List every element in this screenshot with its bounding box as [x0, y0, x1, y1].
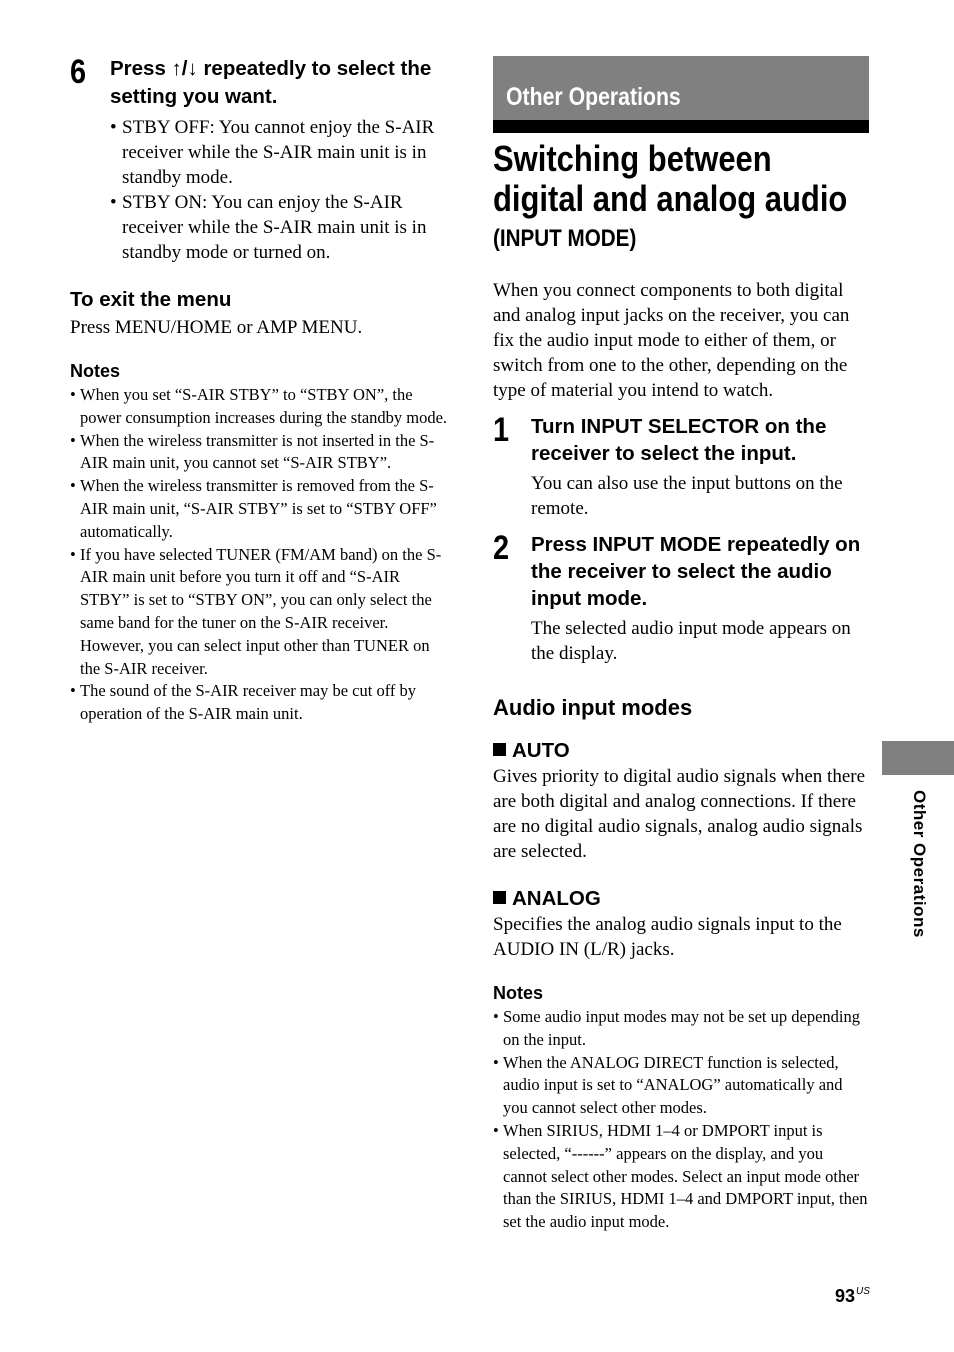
note-item: • If you have selected TUNER (FM/AM band) on the S-AIR main unit before you turn it off and “S-AIR STBY” is set to “STBY ON”, you can only select the same band for the tuner on the S-AIR receiver. However, you can select input other than TUNER on the S-AIR receiver.	[70, 544, 448, 681]
notes-heading: Notes	[493, 983, 544, 1003]
side-tab-label: Other Operations	[910, 790, 929, 938]
page-title: Switching between digital and analog audio	[493, 138, 848, 219]
section-banner	[493, 56, 869, 133]
mode-name: AUTO	[512, 739, 570, 762]
note-item: • When the wireless transmitter is removed from the S-AIR main unit, “S-AIR STBY” is set to “STBY OFF” automatically.	[70, 475, 448, 543]
note-item: • When SIRIUS, HDMI 1–4 or DMPORT input is selected, “------” appears on the display, and you cannot select other modes. Select an input mode other than the SIRIUS, HDMI 1–4 and DMPORT input, then set the audio input mode.	[493, 1120, 869, 1234]
page-number	[835, 1280, 870, 1308]
notes-list	[70, 384, 448, 726]
setting-options-list	[110, 115, 448, 265]
audio-modes-heading: Audio input modes	[493, 695, 693, 720]
note-item: • Some audio input modes may not be set up depending on the input.	[493, 1006, 869, 1052]
right-column	[493, 56, 869, 1234]
mode-auto-heading	[493, 738, 869, 764]
section-banner-label: Other Operations	[506, 83, 681, 111]
side-tab	[882, 741, 954, 775]
step-text: The selected audio input mode appears on the display.	[531, 618, 851, 664]
page-suffix: US	[856, 1286, 870, 1297]
mode-analog-heading	[493, 886, 869, 912]
square-bullet-icon	[493, 891, 506, 904]
square-bullet-icon	[493, 743, 506, 756]
step-text: You can also use the input buttons on the remote.	[531, 473, 843, 519]
step-1	[493, 413, 869, 521]
step-2	[493, 531, 869, 666]
note-item: • When the ANALOG DIRECT function is selected, audio input is set to “ANALOG” automatically and you cannot select other modes.	[493, 1052, 869, 1120]
step-number: 2	[493, 529, 510, 567]
left-column	[70, 55, 448, 726]
notes-list	[493, 1006, 869, 1234]
page-number-value: 93	[835, 1286, 856, 1306]
list-item: • STBY ON: You can enjoy the S-AIR receiver while the S-AIR main unit is in standby mode or turned on.	[110, 190, 448, 265]
note-item: • The sound of the S-AIR receiver may be cut off by operation of the S-AIR main unit.	[70, 680, 448, 726]
step-number: 1	[493, 411, 510, 449]
mode-auto-text: Gives priority to digital audio signals when there are both digital and analog connections. If there are no digital audio signals, analog audio signals are selected.	[493, 766, 866, 862]
exit-menu-heading: To exit the menu	[70, 288, 232, 311]
note-item: • When the wireless transmitter is not inserted in the S-AIR main unit, you cannot set “S-AIR STBY”.	[70, 430, 448, 476]
mode-analog-text: Specifies the analog audio signals input to the AUDIO IN (L/R) jacks.	[493, 914, 842, 960]
step-number: 6	[70, 53, 87, 91]
list-item: • STBY OFF: You cannot enjoy the S-AIR receiver while the S-AIR main unit is in standby mode.	[110, 115, 448, 190]
step-heading: Press INPUT MODE repeatedly on the receiver to select the audio input mode.	[531, 533, 861, 610]
note-item: • When you set “S-AIR STBY” to “STBY ON”, the power consumption increases during the standby mode.	[70, 384, 448, 430]
step-heading: Turn INPUT SELECTOR on the receiver to select the input.	[531, 415, 827, 465]
mode-name: ANALOG	[512, 887, 601, 910]
exit-menu-text: Press MENU/HOME or AMP MENU.	[70, 317, 363, 338]
step-6	[70, 55, 448, 265]
title-block	[493, 139, 869, 253]
step-heading: Press ↑/↓ repeatedly to select the setting you want.	[110, 57, 432, 108]
page-subtitle: (INPUT MODE)	[493, 225, 637, 252]
intro-paragraph: When you connect components to both digital and analog input jacks on the receiver, you can fix the audio input mode to either of them, or switch from one to the other, depending on the type of material you intend to watch.	[493, 280, 850, 401]
notes-heading: Notes	[70, 361, 121, 381]
